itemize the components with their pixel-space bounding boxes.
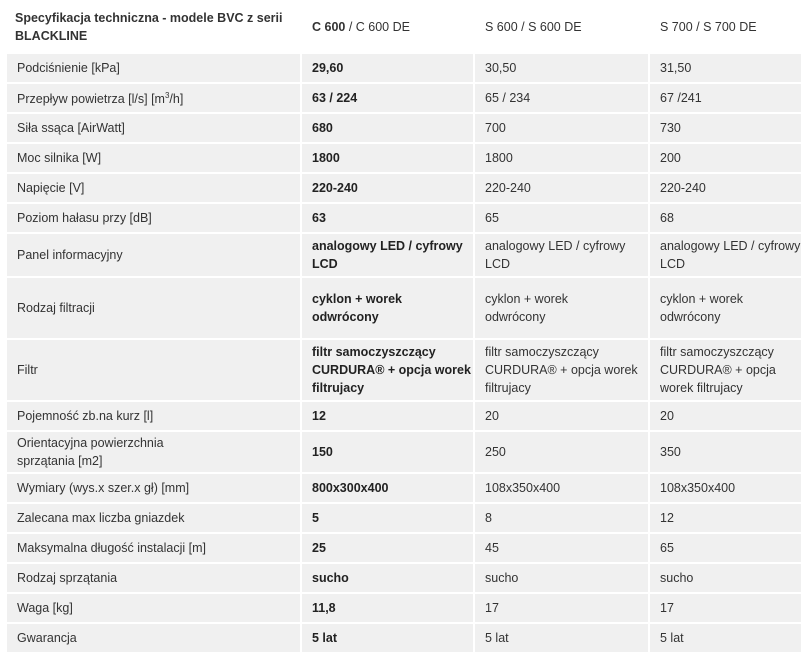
cell-s700: 350	[650, 432, 801, 472]
cell-s700: 12	[650, 504, 801, 532]
table-row	[7, 402, 801, 430]
row-label: Filtr	[7, 340, 300, 400]
cell-s700: 31,50	[650, 54, 801, 82]
cell-s700: 200	[650, 144, 801, 172]
cell-s700: cyklon + worek odwrócony	[650, 278, 801, 338]
cell-s600: 30,50	[475, 54, 648, 82]
cell-s600: 65 / 234	[475, 84, 648, 112]
cell-c600: 680	[302, 114, 473, 142]
cell-c600: 29,60	[302, 54, 473, 82]
row-label: Moc silnika [W]	[7, 144, 300, 172]
cell-s700: 730	[650, 114, 801, 142]
cell-s600: 250	[475, 432, 648, 472]
row-label: Panel informacyjny	[7, 234, 300, 276]
table-row	[7, 340, 801, 400]
row-label: Waga [kg]	[7, 594, 300, 622]
cell-s600: analogowy LED / cyfrowy LCD	[475, 234, 648, 276]
cell-c600: 63	[302, 204, 473, 232]
row-label: Orientacyjna powierzchnia sprzątania [m2]	[7, 432, 300, 472]
row-label: Przepływ powietrza [l/s] $[m^3/h]$	[7, 84, 300, 112]
cell-s700: 67 /241	[650, 84, 801, 112]
cell-s600: 1800	[475, 144, 648, 172]
table-row	[7, 144, 801, 172]
spec-table	[5, 0, 803, 654]
cell-c600: 5	[302, 504, 473, 532]
cell-s700: 68	[650, 204, 801, 232]
cell-c600: 150	[302, 432, 473, 472]
cell-s700: 108x350x400	[650, 474, 801, 502]
cell-c600: 25	[302, 534, 473, 562]
cell-s700: sucho	[650, 564, 801, 592]
cell-s700: 220-240	[650, 174, 801, 202]
cell-s600: sucho	[475, 564, 648, 592]
cell-s700: 65	[650, 534, 801, 562]
cell-s600: 45	[475, 534, 648, 562]
table-row	[7, 432, 801, 472]
table-title: Specyfikacja techniczna - modele BVC z serii BLACKLINE	[7, 2, 300, 52]
table-header-row	[7, 2, 801, 52]
cell-c600: 63 / 224	[302, 84, 473, 112]
cell-s600: filtr samoczyszczący CURDURA® + opcja worek filtrujacy	[475, 340, 648, 400]
cell-s600: cyklon + worek odwrócony	[475, 278, 648, 338]
table-row	[7, 534, 801, 562]
cell-s700: analogowy LED / cyfrowy LCD	[650, 234, 801, 276]
row-label: Rodzaj sprzątania	[7, 564, 300, 592]
cell-s700: 20	[650, 402, 801, 430]
cell-c600: 220-240	[302, 174, 473, 202]
cell-c600: filtr samoczyszczący CURDURA® + opcja worek filtrujacy	[302, 340, 473, 400]
cell-s600: 5 lat	[475, 624, 648, 652]
model-c600-bold: C 600	[312, 20, 346, 34]
row-label: Gwarancja	[7, 624, 300, 652]
row-label: Rodzaj filtracji	[7, 278, 300, 338]
row-label: Poziom hałasu przy [dB]	[7, 204, 300, 232]
cell-c600: analogowy LED / cyfrowy LCD	[302, 234, 473, 276]
cell-s600: 108x350x400	[475, 474, 648, 502]
model-c600-header	[302, 2, 473, 52]
row-label: Zalecana max liczba gniazdek	[7, 504, 300, 532]
table-row	[7, 474, 801, 502]
table-row	[7, 594, 801, 622]
cell-c600: 1800	[302, 144, 473, 172]
table-row	[7, 564, 801, 592]
cell-c600: 5 lat	[302, 624, 473, 652]
cell-c600: sucho	[302, 564, 473, 592]
table-row	[7, 54, 801, 82]
cell-s600: 65	[475, 204, 648, 232]
table-row	[7, 204, 801, 232]
model-s600-header: S 600 / S 600 DE	[475, 2, 648, 52]
model-c600-rest: / C 600 DE	[345, 20, 410, 34]
cell-s700: filtr samoczyszczący CURDURA® + opcja worek filtrujacy	[650, 340, 801, 400]
cell-s700: 17	[650, 594, 801, 622]
model-s700-header: S 700 / S 700 DE	[650, 2, 801, 52]
cell-c600: 12	[302, 402, 473, 430]
table-row	[7, 84, 801, 112]
cell-c600: cyklon + worek odwrócony	[302, 278, 473, 338]
table-row	[7, 624, 801, 652]
row-label: Pojemność zb.na kurz [l]	[7, 402, 300, 430]
cell-s600: 17	[475, 594, 648, 622]
cell-s600: 700	[475, 114, 648, 142]
table-row	[7, 504, 801, 532]
cell-s700: 5 lat	[650, 624, 801, 652]
cell-s600: 220-240	[475, 174, 648, 202]
table-row	[7, 234, 801, 276]
cell-c600: 800x300x400	[302, 474, 473, 502]
row-label: Napięcie [V]	[7, 174, 300, 202]
row-label: Siła ssąca [AirWatt]	[7, 114, 300, 142]
row-label: Wymiary (wys.x szer.x gł) [mm]	[7, 474, 300, 502]
row-label: Maksymalna długość instalacji [m]	[7, 534, 300, 562]
table-row	[7, 114, 801, 142]
cell-c600: 11,8	[302, 594, 473, 622]
table-row	[7, 174, 801, 202]
cell-s600: 8	[475, 504, 648, 532]
row-label: Podciśnienie [kPa]	[7, 54, 300, 82]
cell-s600: 20	[475, 402, 648, 430]
table-row	[7, 278, 801, 338]
